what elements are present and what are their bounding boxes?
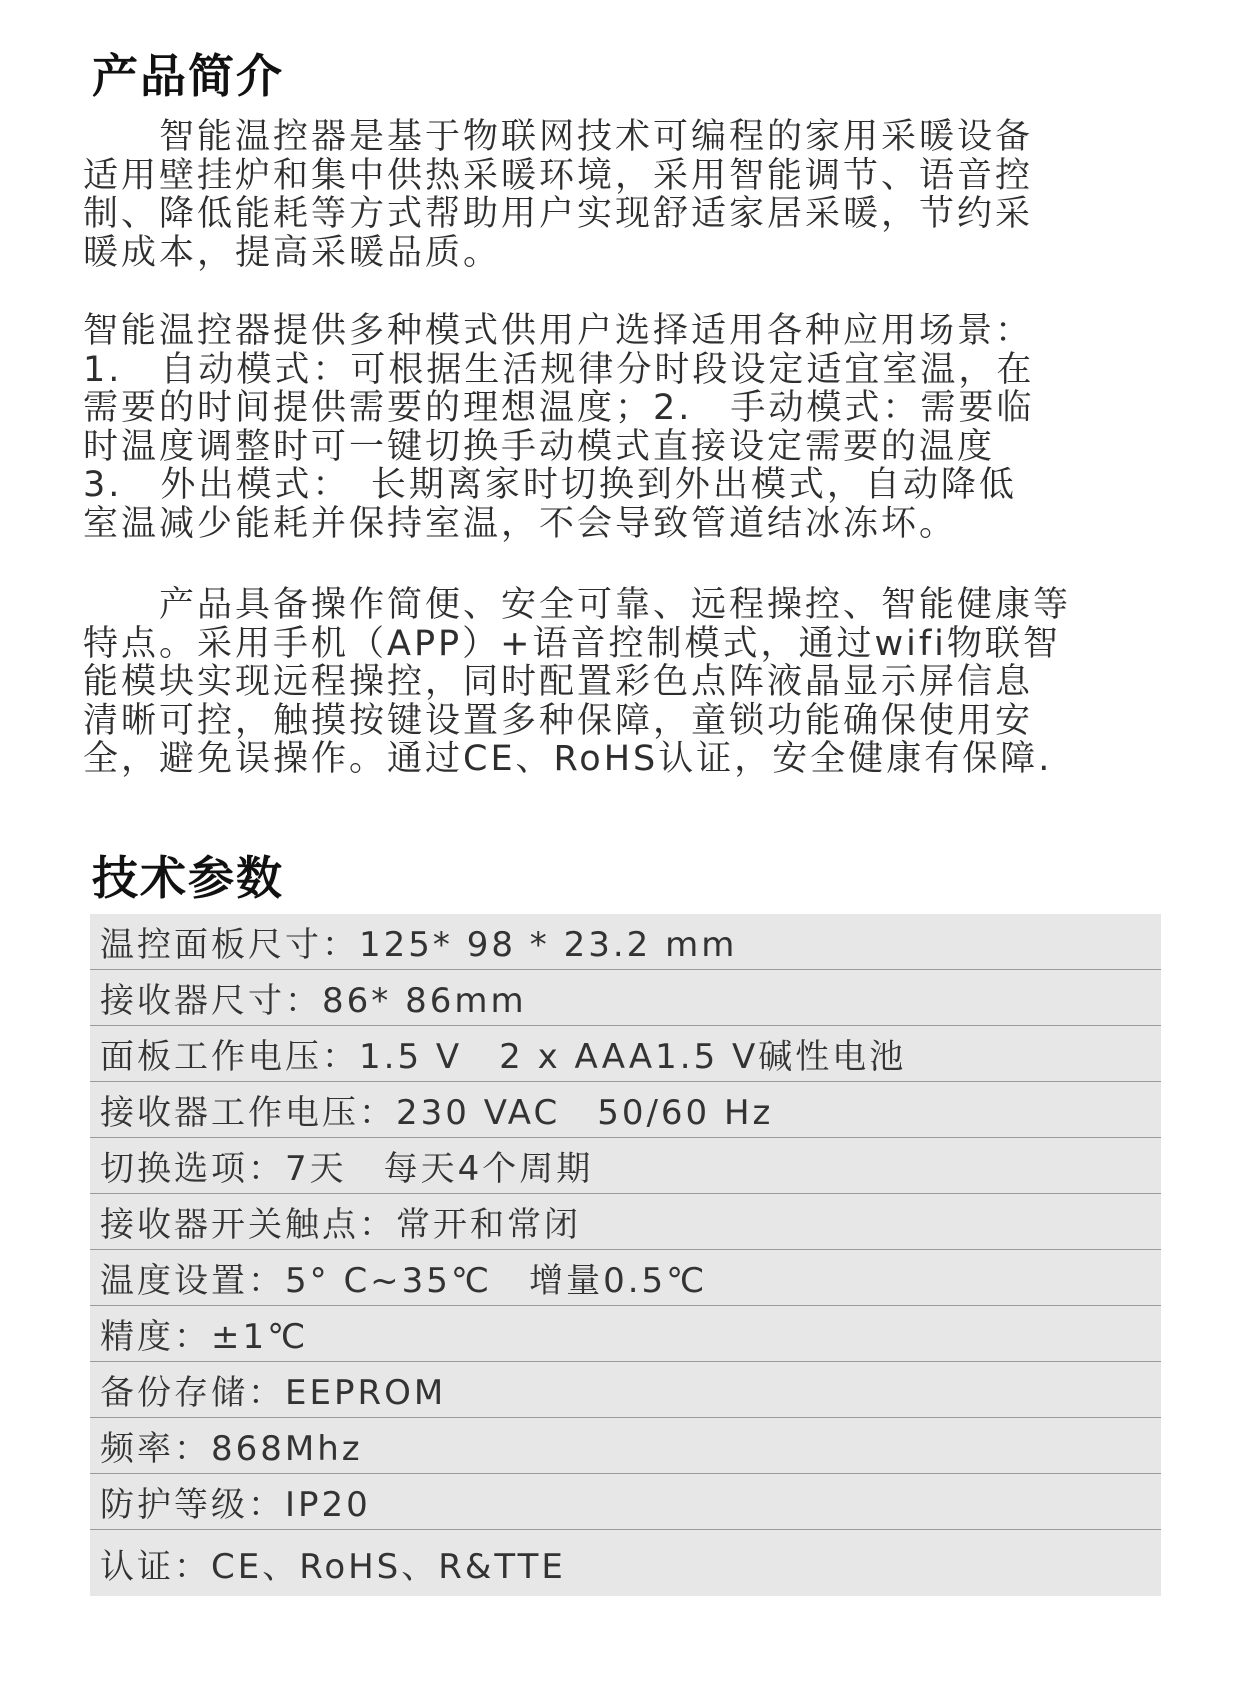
specs-table (90, 914, 1161, 1596)
spec-row (90, 1530, 1161, 1596)
spec-text: 认证：CE、RoHS、R&TTE (100, 1546, 566, 1587)
spec-text: 面板工作电压：1.5 V 2 x AAA1.5 V碱性电池 (100, 1037, 907, 1077)
spec-row (90, 970, 1161, 1026)
spec-text: 接收器工作电压：230 VAC 50/60 Hz (100, 1093, 774, 1133)
spec-row (90, 1418, 1161, 1474)
spec-row (90, 1474, 1161, 1530)
spec-row (90, 1194, 1161, 1250)
spec-text: 接收器尺寸：86* 86mm (100, 981, 527, 1021)
spec-text: 温控面板尺寸：125* 98 * 23.2 mm (100, 925, 738, 965)
section-title-intro: 产品简介 (92, 49, 284, 103)
spec-row (90, 1306, 1161, 1362)
spec-row (90, 1138, 1161, 1194)
spec-row (90, 1082, 1161, 1138)
spec-row (90, 1362, 1161, 1418)
spec-text: 精度：±1℃ (100, 1317, 309, 1357)
section-title-specs: 技术参数 (92, 851, 284, 905)
spec-row (90, 1250, 1161, 1306)
spec-row (90, 1026, 1161, 1082)
features-paragraph: 产品具备操作简便、安全可靠、远程操控、智能健康等 特点。采用手机（APP）+语音控制模式，通过wifi物联智 能模块实现远程操控，同时配置彩色点阵液晶显示屏信息 清晰可控，触摸按键设置多种保障，童锁功能确保使用安 全，避免误操作。通过CE、RoHS认证，安全健康有保障. (83, 585, 1072, 779)
spec-text: 频率：868Mhz (100, 1429, 363, 1469)
spec-text: 切换选项：7天 每天4个周期 (100, 1149, 594, 1189)
intro-paragraph: 智能温控器是基于物联网技术可编程的家用采暖设备 适用壁挂炉和集中供热采暖环境，采用智能调节、语音控 制、降低能耗等方式帮助用户实现舒适家居采暖，节约采 暖成本，提高采暖品质。 (83, 117, 1034, 273)
spec-text: 备份存储：EEPROM (100, 1373, 447, 1413)
spec-text: 接收器开关触点：常开和常闭 (100, 1205, 581, 1245)
spec-row (90, 914, 1161, 970)
spec-text: 防护等级：IP20 (100, 1485, 371, 1525)
spec-text: 温度设置：5° C~35℃ 增量0.5℃ (100, 1261, 708, 1301)
modes-paragraph: 智能温控器提供多种模式供用户选择适用各种应用场景： 1. 自动模式：可根据生活规律分时段设定适宜室温，在 需要的时间提供需要的理想温度；2. 手动模式：需要临 时温度调整时可一键切换手动模式直接设定需要的温度 3. 外出模式： 长期离家时切换到外出模式，自动降低 室温减少能耗并保持室温，不会导致管道结冰冻坏。 (83, 311, 1035, 544)
